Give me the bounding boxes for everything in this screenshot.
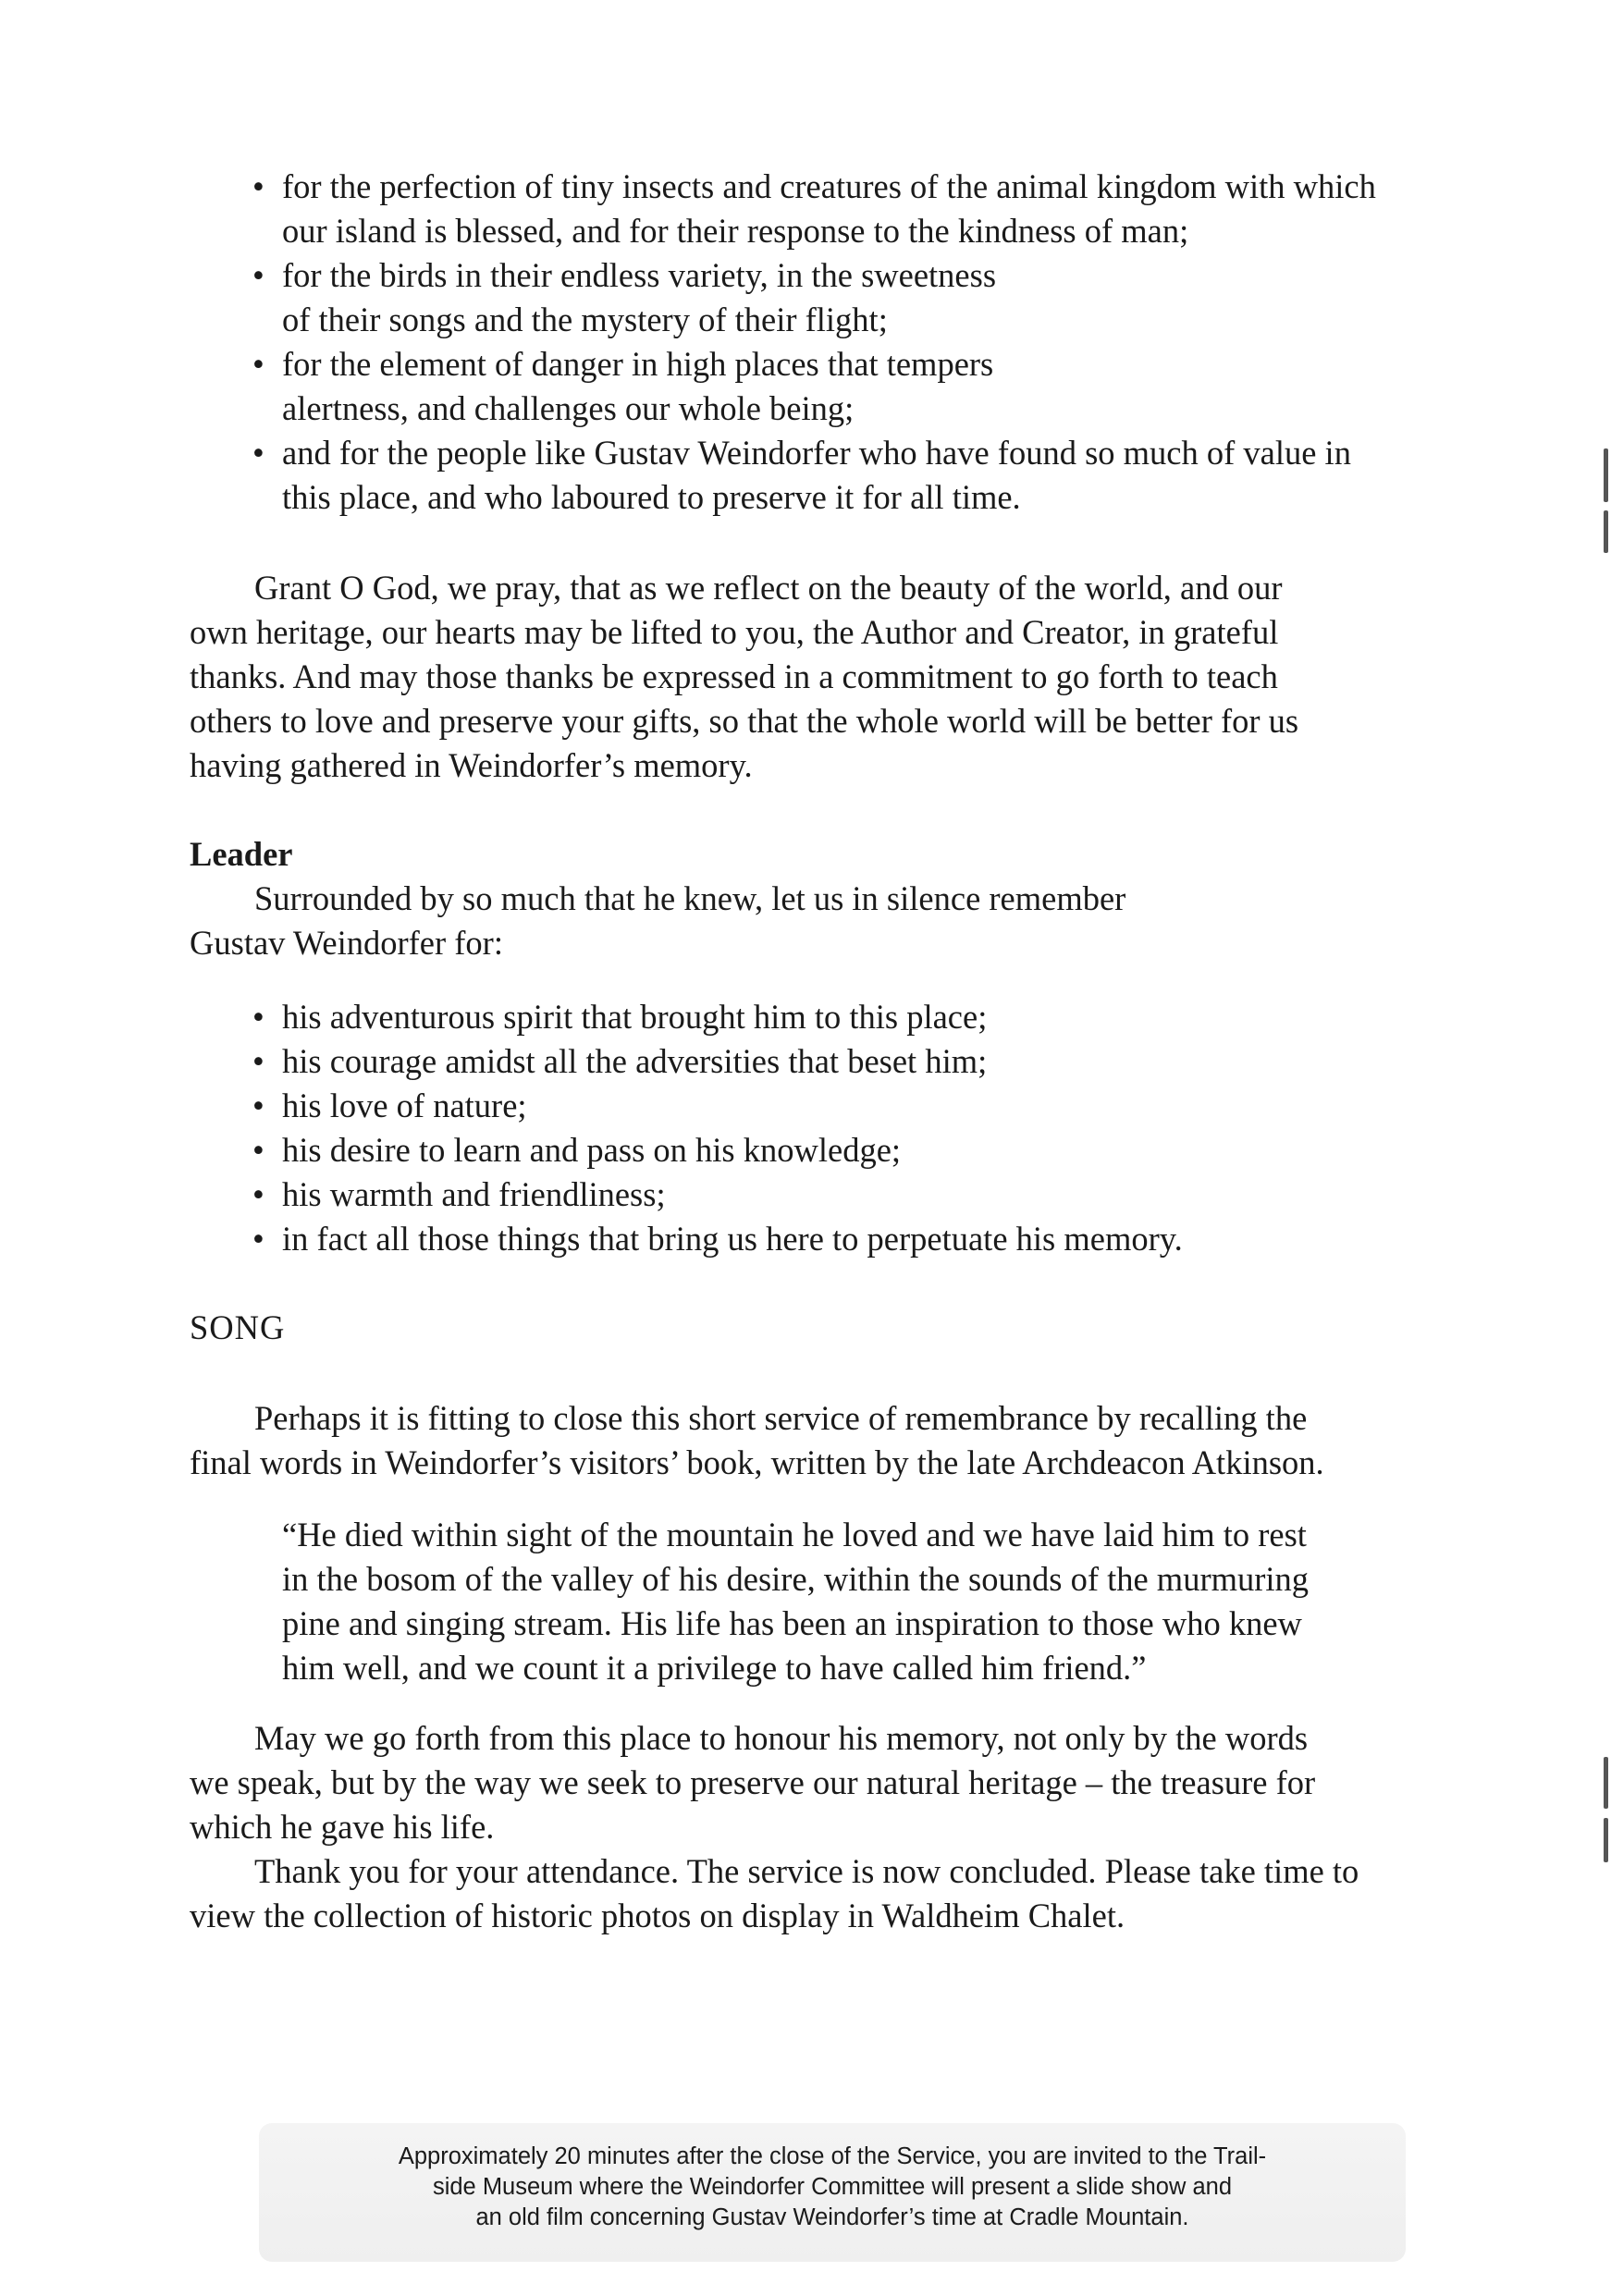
- binding-mark-top-2: [1604, 510, 1608, 553]
- binding-mark-bottom-2: [1604, 1818, 1608, 1862]
- bullet-marker: •: [252, 998, 264, 1036]
- closing-intro-paragraph: Perhaps it is fitting to close this short service of remembrance by recalling the final words in Weindorfer’s visitors’ book, written by the late Archdeacon Atkinson.: [190, 1399, 1324, 1481]
- list-item: • and for the people like Gustav Weindorfer who have found so much of value in this place, and who laboured to preserve it for all time.: [282, 431, 1484, 520]
- bullet-marker: •: [252, 1087, 264, 1124]
- go-forth-paragraph: May we go forth from this place to honour his memory, not only by the words we speak, but by the way we seek to preserve our natural heritage – the treasure for which he gave his life.: [190, 1719, 1316, 1846]
- grant-prayer-paragraph: Grant O God, we pray, that as we reflect on the beauty of the world, and our own heritage, our hearts may be lifted to you, the Author and Creator, in grateful thanks. And may those thanks be expressed in a commitment to go forth to teach others to love and preserve your gifts, so that the whole world will be better for us having gathered in Weindorfer’s memory.: [190, 569, 1299, 784]
- song-heading: SONG: [190, 1308, 286, 1346]
- bullet-marker: •: [252, 167, 264, 205]
- list-item: • his warmth and friendliness;: [282, 1173, 1484, 1217]
- remembrance-bullet-list: [190, 995, 1484, 1261]
- binding-mark-bottom-1: [1604, 1757, 1608, 1809]
- list-item: • for the birds in their endless variety, in the sweetness of their songs and the mystery of their flight;: [282, 253, 1484, 342]
- bullet-marker: •: [252, 1220, 264, 1258]
- list-item: • for the element of danger in high places that tempers alertness, and challenges our whole being;: [282, 342, 1484, 431]
- list-item: • his love of nature;: [282, 1084, 1484, 1128]
- leader-intro: Surrounded by so much that he knew, let us in silence remember Gustav Weindorfer for:: [190, 879, 1126, 962]
- footer-note: Approximately 20 minutes after the close of the Service, you are invited to the Trail- side Museum where the Weindorfer Committee will present a slide show and an old film concerning Gustav Weindorfer’s time at Cradle Mountain.: [398, 2143, 1267, 2230]
- thank-you-paragraph: Thank you for your attendance. The service is now concluded. Please take time to view the collection of historic photos on display in Waldheim Chalet.: [190, 1852, 1359, 1934]
- bullet-marker: •: [252, 1042, 264, 1080]
- bullet-marker: •: [252, 256, 264, 294]
- service-text: [190, 165, 1484, 1938]
- bullet-marker: •: [252, 1175, 264, 1213]
- bullet-marker: •: [252, 1131, 264, 1169]
- list-item: • his adventurous spirit that brought him to this place;: [282, 995, 1484, 1039]
- bullet-marker: •: [252, 345, 264, 383]
- atkinson-quote: “He died within sight of the mountain he loved and we have laid him to rest in the bosom of the valley of his desire, within the sounds of the murmuring pine and singing stream. His life has been an inspiration to those who knew him well, and we count it a privilege to have called him friend.”: [282, 1516, 1310, 1687]
- binding-mark-top-1: [1604, 448, 1608, 502]
- bullet-marker: •: [252, 434, 264, 472]
- leader-heading: Leader: [190, 835, 293, 873]
- list-item: • his courage amidst all the adversities that beset him;: [282, 1039, 1484, 1084]
- list-item: • his desire to learn and pass on his knowledge;: [282, 1128, 1484, 1173]
- thanksgiving-bullet-list: [190, 165, 1484, 520]
- list-item: • in fact all those things that bring us here to perpetuate his memory.: [282, 1217, 1484, 1261]
- list-item: • for the perfection of tiny insects and creatures of the animal kingdom with which our island is blessed, and for their response to the kindness of man;: [282, 165, 1484, 253]
